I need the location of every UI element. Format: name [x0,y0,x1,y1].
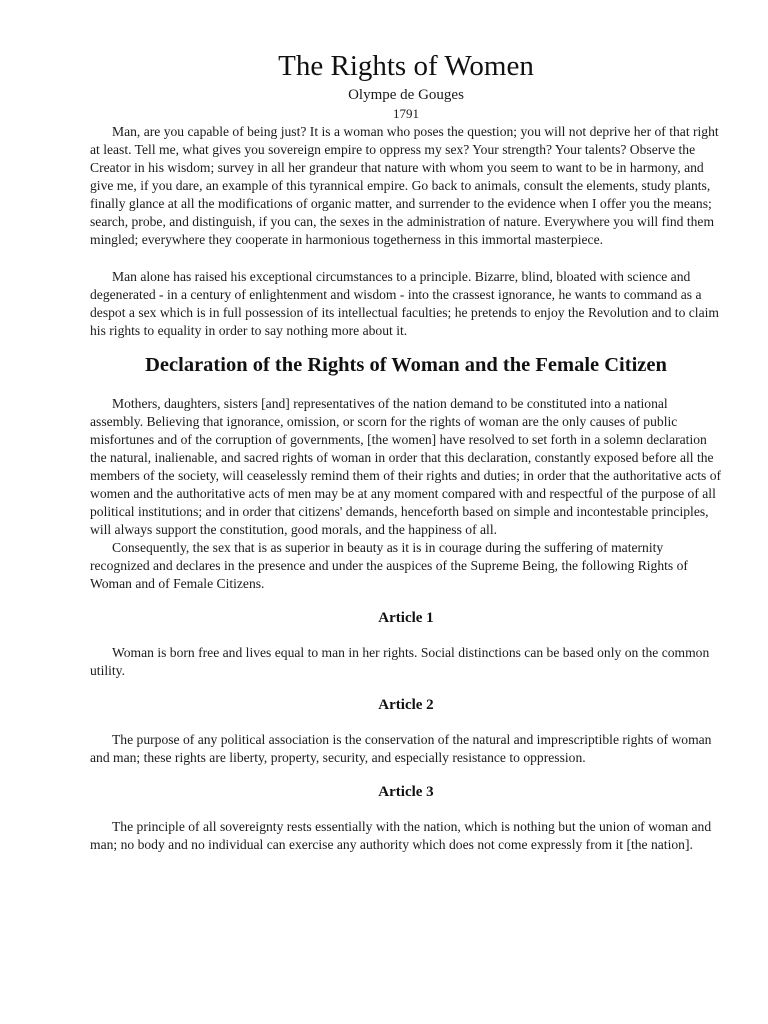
article-spacer [90,802,722,818]
article-spacer [90,628,722,644]
document-title: The Rights of Women [278,50,534,82]
article-text: Woman is born free and lives equal to man in her rights. Social distinctions can be based only on the common utility. [90,645,710,678]
document-author: Olympe de Gouges [348,87,464,103]
preamble-paragraph: Mothers, daughters, sisters [and] representatives of the nation demand to be constituted into a national assembly. Believing that ignorance, omission, or scorn for the rights of woman are the only causes of public misfortunes and of the corruption of governments, [the women] have resolved to set forth in a solemn declaration the natural, inalienable, and sacred rights of woman in order that this declaration, constantly exposed before all the members of the society, will ceaselessly remind them of their rights and duties; in order that the authoritative acts of women and the authoritative acts of men may be at any moment compared with and respectful of the purpose of all political institutions; and in order that citizens' demands, henceforth based on simple and incontestable principles, will always support the constitution, good morals, and the happiness of all. [90,396,722,537]
article-spacer [90,680,722,695]
document-page [90,46,722,854]
article-heading: Article 1 [378,610,434,626]
intro-paragraph: Man, are you capable of being just? It is a woman who poses the question; you will not deprive her of that right at least. Tell me, what gives you sovereign empire to oppress my sex? Your strength? Your talents? Observe the Creator in his wisdom; survey in all her grandeur that nature with whom you seem to want to be in harmony, and give me, if you dare, an example of this tyrannical empire. Go back to animals, consult the elements, study plants, finally glance at all the modifications of organic matter, and surrender to the evidence when I offer you the means; search, probe, and distinguish, if you can, the sexes in the administration of nature. Everywhere you will find them mingled; everywhere they cooperate in harmonious togetherness in this immortal masterpiece. [90,124,719,247]
article-text: The principle of all sovereignty rests essentially with the nation, which is nothing but the union of woman and man; no body and no individual can exercise any authority which does not come expressly from it [the nation]. [90,819,712,852]
article-spacer [90,593,722,608]
declaration-heading: Declaration of the Rights of Woman and the Female Citizen [145,354,667,376]
article-spacer [90,715,722,731]
preamble-paragraph: Consequently, the sex that is as superior in beauty as it is in courage during the suffering of maternity recognized and declares in the presence and under the auspices of the Supreme Being, the following Rights of Woman and of Female Citizens. [90,540,688,591]
document-year: 1791 [393,106,419,121]
article-spacer [90,767,722,782]
article-heading: Article 3 [378,784,434,800]
article-heading: Article 2 [378,697,434,713]
article-text: The purpose of any political association is the conservation of the natural and imprescriptible rights of woman and man; these rights are liberty, property, security, and especially resistance to oppression. [90,732,712,765]
intro-paragraph: Man alone has raised his exceptional circumstances to a principle. Bizarre, blind, bloated with science and degenerated - in a century of enlightenment and wisdom - into the crassest ignorance, he wants to command as a despot a sex which is in full possession of its intellectual faculties; he pretends to enjoy the Revolution and to claim his rights to equality in order to say nothing more about it. [90,269,719,338]
paragraph-spacer [90,249,722,268]
